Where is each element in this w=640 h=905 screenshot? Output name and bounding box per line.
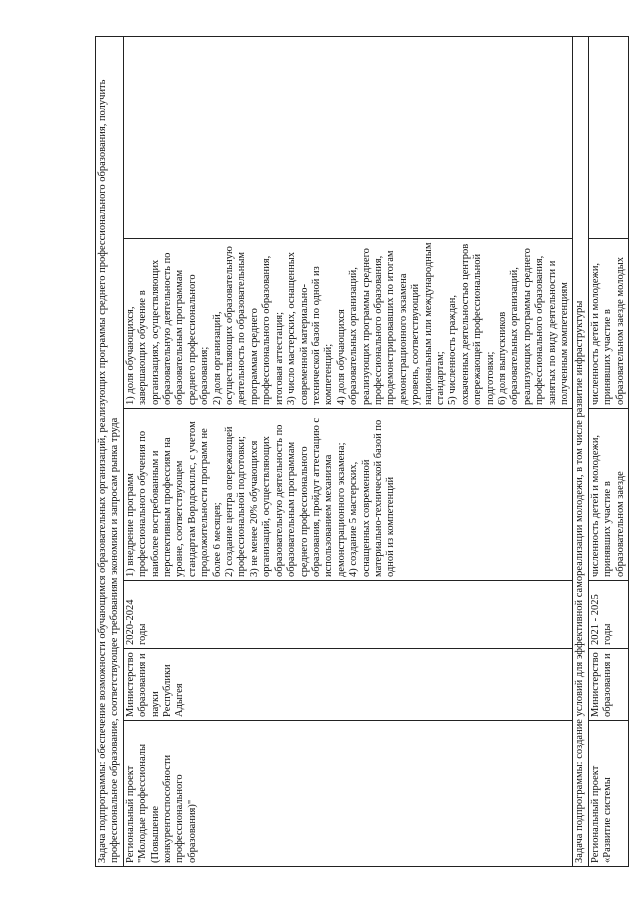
indicators-cell [123, 239, 573, 409]
task-description: Задача подпрограммы: обеспечение возможности обучающимся образовательных организаций, реализующих программы среднего профессионального образования, получить профессиональное образование, соответствующее требованиям экономики и запросам рынка труда [96, 37, 124, 867]
indicator-item: 6) доля выпускников образовательных организаций, реализующих программы среднего профессионального образования, занятых по виду деятельности и полученным компетенциям [497, 248, 571, 405]
indicators-cell [588, 239, 628, 409]
task-description: Задача подпрограммы: создание условий для эффективной самореализации молодежи, в том числе развитие инфраструктуры [573, 37, 588, 867]
task-row [96, 37, 124, 867]
empty-cell [588, 37, 628, 239]
activity-item: 3) не менее 20% обучающихся организаций, осуществляющих образовательную деятельность по образовательным программам среднего профессионального образования, пройдут аттестацию с использованием механизма демонстрационного экзамена; [248, 417, 347, 577]
activity-item: численность детей и молодежи, принявших участие в образовательном заезде [589, 434, 626, 577]
project-name: Региональный проект «Развитие системы [588, 721, 628, 867]
activity-item: 4) создание 5 мастерских, оснащенных современной материально-технической базой по одной из компетенций [348, 419, 397, 577]
activities-cell [588, 409, 628, 581]
rotated-page [95, 37, 626, 867]
table-row [588, 37, 628, 867]
indicator-item: 3) число мастерских, оснащенных современной материально-технической базой по одной из компетенций; [286, 251, 335, 405]
executor: Министерство образования и [588, 649, 628, 721]
period: 2020-2024 годы [123, 581, 573, 649]
indicator-item: 4) доля обучающихся образовательных организаций, реализующих программы среднего профессионального образования, продемонстрировавших по итогам демонстрационного экзамена уровень, соответствующий национальным или международным стандартам; [335, 242, 446, 405]
activity-item: 1) внедрение программ профессионального обучения по наиболее востребованным и перспективным профессиям на уровне, соответствующем стандартам Ворлдскиллс, с учетом продолжительности программ не более 6 месяцев; [124, 421, 223, 577]
indicator-item: 1) доля обучающихся, завершающих обучение в организациях, осуществляющих образовательную деятельность по образовательным программам среднего профессионального образования; [124, 252, 211, 405]
executor: Министерство образования и науки Республики Адыгея [123, 649, 573, 721]
indicator-item: 2) доля организаций, осуществляющих образовательную деятельность по образовательным программам среднего профессионального образования, итоговая аттестация; [211, 246, 285, 405]
period: 2021 - 2025 годы [588, 581, 628, 649]
activities-cell [123, 409, 573, 581]
task-row [573, 37, 588, 867]
program-table [95, 36, 629, 867]
activity-item: 2) создание центра опережающей профессиональной подготовки; [224, 426, 248, 577]
project-name: Региональный проект "Молодые профессионалы (Повышение конкурентоспособности профессионального образования)" [123, 721, 573, 867]
indicator-item: численность детей и молодежи, принявших участие в образовательном заезде молодых [589, 256, 626, 405]
indicator-item: 5) численность граждан, охваченных деятельностью центров опережающей профессиональной подготовки; [447, 243, 496, 405]
table-row [123, 37, 573, 867]
empty-cell [123, 37, 573, 239]
